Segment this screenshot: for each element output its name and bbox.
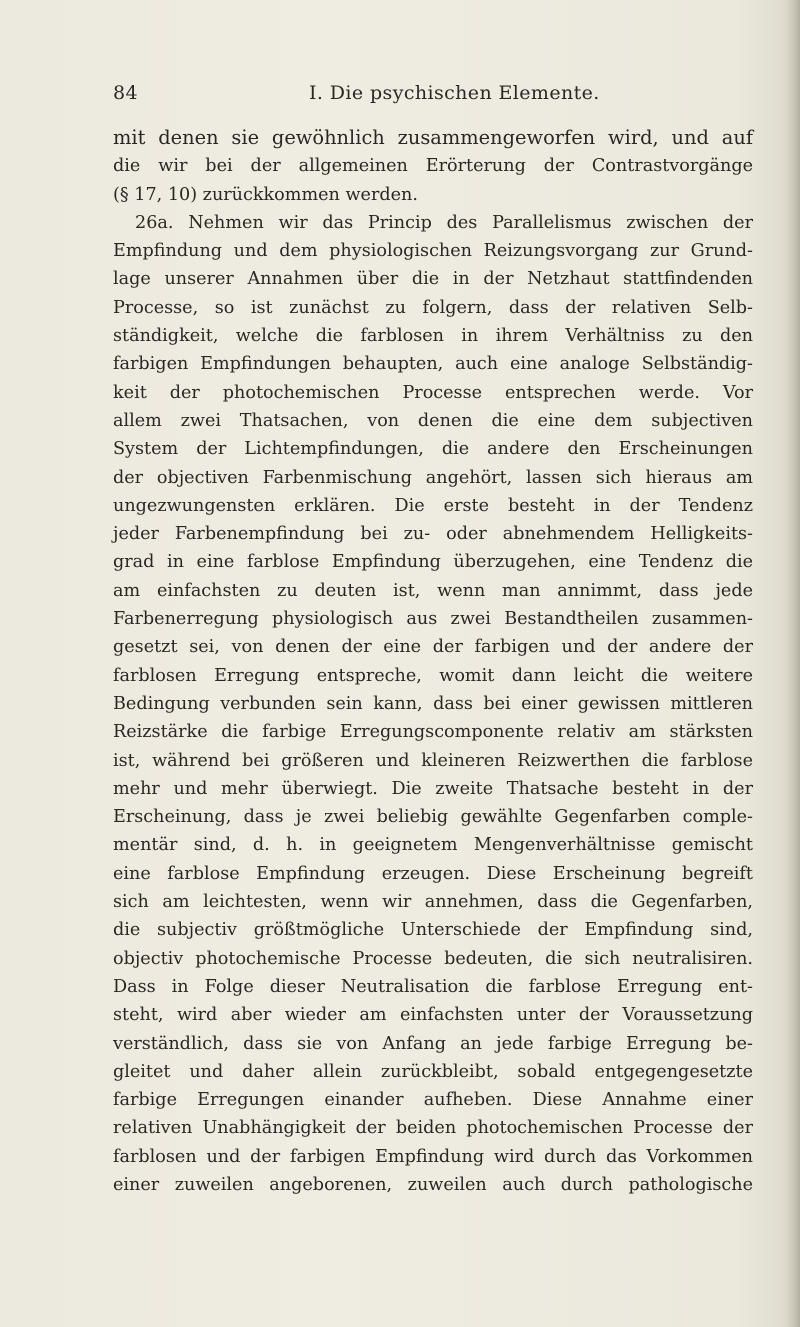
text-line: farblosen und der farbigen Empfindung wird durch das Vorkommen bbox=[113, 1146, 753, 1167]
text-line: mit denen sie gewöhnlich zusammengeworfen wird, und auf bbox=[113, 126, 753, 149]
body-text bbox=[113, 124, 753, 1199]
text-line: sich am leichtesten, wenn wir annehmen, dass die Gegenfarben, bbox=[113, 892, 753, 913]
text-line: gesetzt sei, von denen der eine der farbigen und der andere der bbox=[113, 637, 753, 658]
text-line: farblosen Erregung entspreche, womit dann leicht die weitere bbox=[113, 665, 753, 686]
text-line: (§ 17, 10) zurückkommen werden. bbox=[113, 184, 418, 205]
text-line: am einfachsten zu deuten ist, wenn man annimmt, dass jede bbox=[113, 580, 753, 601]
text-line: mehr und mehr überwiegt. Die zweite Thatsache besteht in der bbox=[113, 778, 753, 799]
text-line: Reizstärke die farbige Erregungscomponente relativ am stärksten bbox=[113, 722, 753, 743]
text-line: Processe, so ist zunächst zu folgern, dass der relativen Selb- bbox=[113, 297, 753, 318]
text-line: Dass in Folge dieser Neutralisation die farblose Erregung ent- bbox=[113, 976, 753, 997]
text-line: die wir bei der allgemeinen Erörterung der Contrastvorgänge bbox=[113, 156, 753, 177]
text-line: ist, während bei größeren und kleineren Reizwerthen die farblose bbox=[113, 750, 753, 771]
text-line: gleitet und daher allein zurückbleibt, sobald entgegengesetzte bbox=[113, 1061, 753, 1082]
text-line: System der Lichtempfindungen, die andere den Erscheinungen bbox=[113, 439, 753, 460]
text-line: Erscheinung, dass je zwei beliebig gewählte Gegenfarben comple- bbox=[113, 807, 753, 828]
text-line: einer zuweilen angeborenen, zuweilen auch durch pathologische bbox=[113, 1174, 753, 1195]
text-line: lage unserer Annahmen über die in der Netzhaut stattfindenden bbox=[113, 269, 753, 290]
text-line: der objectiven Farbenmischung angehört, lassen sich hieraus am bbox=[113, 467, 753, 488]
text-line: Empfindung und dem physiologischen Reizungsvorgang zur Grund- bbox=[113, 241, 753, 262]
text-line: farbige Erregungen einander aufheben. Diese Annahme einer bbox=[113, 1090, 753, 1111]
text-line: keit der photochemischen Processe entsprechen werde. Vor bbox=[113, 382, 753, 403]
text-line: Farbenerregung physiologisch aus zwei Bestandtheilen zusammen- bbox=[113, 609, 753, 630]
text-line: eine farblose Empfindung erzeugen. Diese Erscheinung begreift bbox=[113, 863, 753, 884]
page-header bbox=[113, 82, 753, 112]
text-line: allem zwei Thatsachen, von denen die eine dem subjectiven bbox=[113, 410, 753, 431]
text-line: ungezwungensten erklären. Die erste besteht in der Tendenz bbox=[113, 495, 753, 516]
text-line: Bedingung verbunden sein kann, dass bei einer gewissen mittleren bbox=[113, 693, 753, 714]
text-line: verständlich, dass sie von Anfang an jede farbige Erregung be- bbox=[113, 1033, 753, 1054]
running-head: I. Die psychischen Elemente. bbox=[309, 82, 600, 104]
text-line: mentär sind, d. h. in geeignetem Mengenverhältnisse gemischt bbox=[113, 835, 753, 856]
paragraph-start-line: 26a. Nehmen wir das Princip des Parallelismus zwischen der bbox=[135, 212, 753, 233]
text-line: relativen Unabhängigkeit der beiden photochemischen Processe der bbox=[113, 1118, 753, 1139]
text-line: grad in eine farblose Empfindung überzugehen, eine Tendenz die bbox=[113, 552, 753, 573]
text-line: jeder Farbenempfindung bei zu- oder abnehmendem Helligkeits- bbox=[113, 524, 753, 545]
text-line: steht, wird aber wieder am einfachsten unter der Voraussetzung bbox=[113, 1005, 753, 1026]
page-edge-shadow bbox=[786, 0, 800, 1327]
text-line: die subjectiv größtmögliche Unterschiede der Empfindung sind, bbox=[113, 920, 753, 941]
text-line: objectiv photochemische Processe bedeuten, die sich neutralisiren. bbox=[113, 948, 753, 969]
page-number: 84 bbox=[113, 82, 138, 104]
text-line: farbigen Empfindungen behaupten, auch eine analoge Selbständig- bbox=[113, 354, 753, 375]
text-line: ständigkeit, welche die farblosen in ihrem Verhältniss zu den bbox=[113, 326, 753, 347]
